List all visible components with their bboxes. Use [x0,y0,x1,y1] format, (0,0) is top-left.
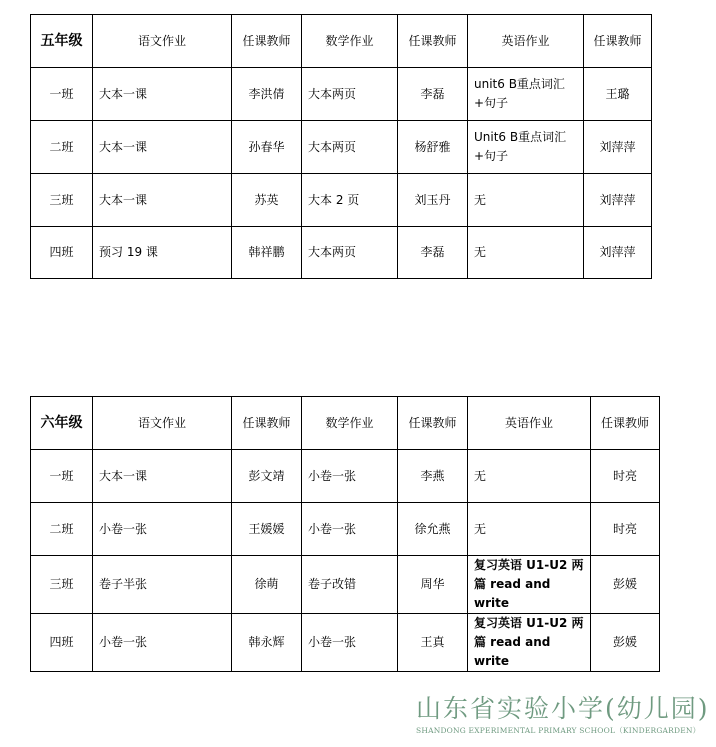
math-homework: 大本两页 [302,68,398,121]
class-name: 三班 [31,556,93,614]
class-name: 一班 [31,68,93,121]
chinese-teacher: 孙春华 [232,121,302,174]
math-teacher: 刘玉丹 [398,174,468,227]
table-row [31,614,660,672]
header-math-homework: 数学作业 [302,15,398,68]
chinese-homework: 小卷一张 [93,503,232,556]
chinese-homework: 大本一课 [93,174,232,227]
math-homework: 小卷一张 [302,503,398,556]
table-row [31,450,660,503]
english-homework: 无 [468,503,591,556]
english-teacher: 彭媛 [591,556,660,614]
header-teacher: 任课教师 [398,397,468,450]
header-teacher: 任课教师 [584,15,652,68]
table-row [31,503,660,556]
header-chinese-homework: 语文作业 [93,15,232,68]
english-homework: 无 [468,450,591,503]
chinese-teacher: 李洪倩 [232,68,302,121]
class-name: 一班 [31,450,93,503]
english-homework: unit6 B重点词汇+句子 [468,68,584,121]
chinese-homework: 大本一课 [93,121,232,174]
english-teacher: 刘萍萍 [584,227,652,279]
chinese-homework: 大本一课 [93,450,232,503]
grade-label: 六年级 [31,397,93,450]
english-teacher: 彭媛 [591,614,660,672]
table-row [31,556,660,614]
chinese-teacher: 彭文靖 [232,450,302,503]
grade-label: 五年级 [31,15,93,68]
chinese-teacher: 王媛媛 [232,503,302,556]
header-math-homework: 数学作业 [302,397,398,450]
header-english-homework: 英语作业 [468,397,591,450]
chinese-homework: 小卷一张 [93,614,232,672]
chinese-teacher: 韩永辉 [232,614,302,672]
math-teacher: 李磊 [398,227,468,279]
header-teacher: 任课教师 [232,397,302,450]
math-teacher: 杨舒雅 [398,121,468,174]
chinese-teacher: 徐萌 [232,556,302,614]
math-teacher: 周华 [398,556,468,614]
english-homework: 无 [468,174,584,227]
math-homework: 卷子改错 [302,556,398,614]
table-row [31,68,652,121]
class-name: 三班 [31,174,93,227]
header-teacher: 任课教师 [232,15,302,68]
english-teacher: 王璐 [584,68,652,121]
class-name: 四班 [31,614,93,672]
math-homework: 大本 2 页 [302,174,398,227]
english-homework: 复习英语 U1-U2 两篇 read and write [468,556,591,614]
school-name-chinese: 山东省实验小学(幼儿园) [416,694,710,723]
class-name: 二班 [31,121,93,174]
chinese-teacher: 苏英 [232,174,302,227]
class-name: 二班 [31,503,93,556]
math-homework: 大本两页 [302,121,398,174]
header-chinese-homework: 语文作业 [93,397,232,450]
table-row [31,227,652,279]
chinese-homework: 预习 19 课 [93,227,232,279]
english-teacher: 时亮 [591,503,660,556]
header-english-homework: 英语作业 [468,15,584,68]
math-homework: 大本两页 [302,227,398,279]
school-name-english: SHANDONG EXPERIMENTAL PRIMARY SCHOOL（KINDERGARDEN） [416,726,701,735]
math-teacher: 李磊 [398,68,468,121]
header-teacher: 任课教师 [591,397,660,450]
chinese-homework: 卷子半张 [93,556,232,614]
english-homework: Unit6 B重点词汇+句子 [468,121,584,174]
math-teacher: 徐允燕 [398,503,468,556]
math-teacher: 王真 [398,614,468,672]
math-teacher: 李燕 [398,450,468,503]
english-teacher: 刘萍萍 [584,121,652,174]
table-header-row [31,15,652,68]
english-teacher: 刘萍萍 [584,174,652,227]
english-teacher: 时亮 [591,450,660,503]
grade6-homework-table [30,396,660,672]
grade5-homework-table [30,14,652,279]
chinese-homework: 大本一课 [93,68,232,121]
header-teacher: 任课教师 [398,15,468,68]
chinese-teacher: 韩祥鹏 [232,227,302,279]
english-homework: 无 [468,227,584,279]
math-homework: 小卷一张 [302,450,398,503]
table-header-row [31,397,660,450]
english-homework: 复习英语 U1-U2 两篇 read and write [468,614,591,672]
table-row [31,174,652,227]
school-logo [416,692,708,742]
class-name: 四班 [31,227,93,279]
table-row [31,121,652,174]
math-homework: 小卷一张 [302,614,398,672]
